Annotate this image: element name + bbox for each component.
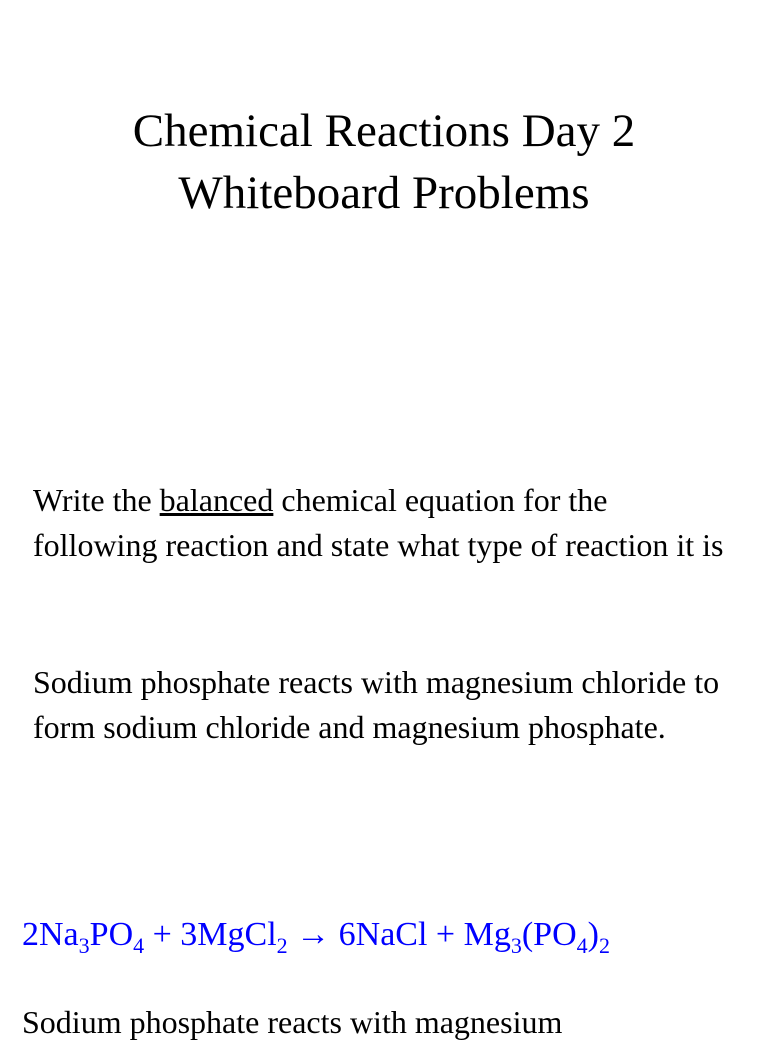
balanced-equation — [22, 910, 610, 960]
eq-part-6: ) — [587, 916, 599, 953]
eq-sub-3: 2 — [276, 933, 288, 958]
slide-title — [0, 100, 768, 224]
eq-sub-5: 4 — [576, 933, 588, 958]
title-line-2: Whiteboard Problems — [178, 167, 590, 219]
instruction-text — [33, 478, 733, 568]
eq-part-1: 2Na — [22, 916, 79, 953]
eq-part-5: (PO — [521, 916, 577, 953]
title-line-1: Chemical Reactions Day 2 — [132, 105, 636, 157]
instruction-emphasis: balanced — [159, 482, 274, 518]
eq-sub-1: 3 — [78, 933, 90, 958]
eq-part-3: + 3MgCl — [144, 916, 277, 953]
instruction-after: chemical equation for the following reaction and state what type of reaction it is — [33, 482, 724, 563]
instruction-before: Write the — [33, 482, 160, 518]
problem-statement: Sodium phosphate reacts with magnesium chloride to form sodium chloride and magnesium phosphate. — [33, 664, 720, 745]
next-problem-partial: Sodium phosphate reacts with magnesium — [22, 1004, 563, 1040]
eq-sub-4: 3 — [510, 933, 522, 958]
eq-part-2: PO — [89, 916, 134, 953]
eq-part-4: → 6NaCl + Mg — [287, 916, 511, 953]
eq-sub-6: 2 — [598, 933, 610, 958]
eq-sub-2: 4 — [133, 933, 145, 958]
